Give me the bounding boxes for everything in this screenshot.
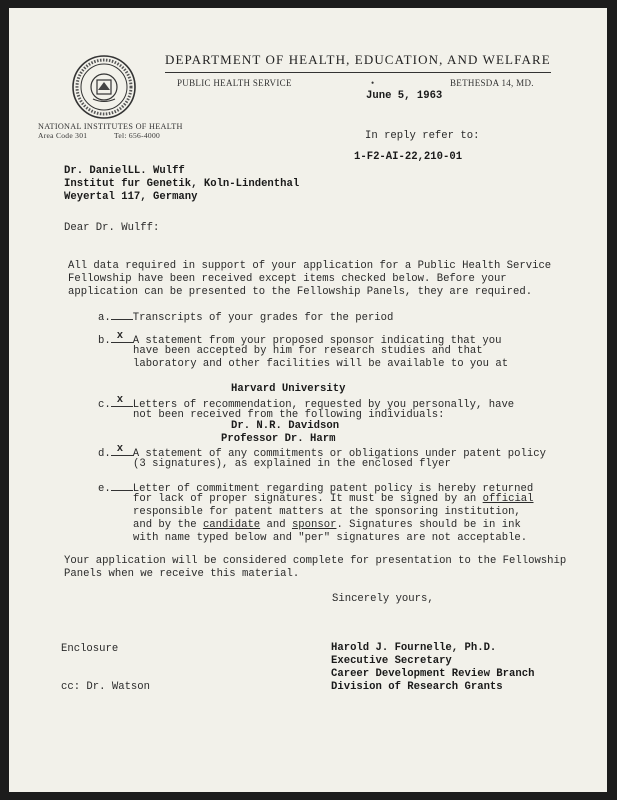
item-d-checkbox — [111, 445, 133, 456]
signer-name: Harold J. Fournelle, Ph.D. — [331, 642, 497, 654]
item-e-text: with name typed below and "per" signatures are not acceptable. — [133, 532, 528, 544]
item-d-text: (3 signatures), as explained in the enclosed flyer — [133, 458, 451, 470]
institute-label: NATIONAL INSTITUTES OF HEALTH — [38, 122, 183, 131]
letterhead-bullet: • — [371, 78, 375, 88]
referee-name: Dr. N.R. Davidson — [231, 420, 340, 432]
item-e-text: Letter of commitment regarding patent policy is hereby returned — [132, 483, 534, 495]
closing-paragraph: Panels when we receive this material. — [64, 568, 300, 580]
item-d-text: A statement of any commitments or obligations under patent policy — [132, 448, 546, 460]
item-b-checkbox — [111, 332, 133, 343]
item-a-checkbox — [111, 309, 133, 320]
check-mark: x — [116, 443, 124, 455]
item-e-letter: e. — [98, 483, 111, 495]
service-label: PUBLIC HEALTH SERVICE — [177, 78, 292, 88]
item-c-letter: c. — [98, 399, 111, 411]
item-b-letter: b. — [98, 335, 111, 347]
underlined-word: candidate — [202, 519, 261, 531]
referee-name: Professor Dr. Harm — [221, 433, 336, 445]
enclosure-note: Enclosure — [61, 643, 119, 655]
item-b-text: A statement from your proposed sponsor indicating that you — [132, 335, 502, 347]
letter-page — [9, 8, 607, 792]
underlined-word: sponsor — [291, 519, 337, 531]
signer-branch: Career Development Review Branch — [331, 668, 535, 680]
item-a-letter: a. — [98, 312, 111, 324]
intro-line: application can be presented to the Fellowship Panels, they are required. — [68, 286, 533, 298]
signer-division: Division of Research Grants — [331, 681, 503, 693]
signer-title: Executive Secretary — [331, 655, 452, 667]
item-e-text: and by the candidate and sponsor. Signatures should be in ink — [133, 519, 521, 531]
item-b-text: have been accepted by him for research studies and that — [133, 345, 483, 357]
item-c-text: Letters of recommendation, requested by you personally, have — [132, 399, 515, 411]
recipient-name: Dr. DanielLL. Wulff — [64, 165, 185, 177]
underlined-word: official — [482, 493, 534, 505]
item-e-text: responsible for patent matters at the sponsoring institution, — [133, 506, 521, 518]
reply-label: In reply refer to: — [365, 130, 480, 142]
item-a — [98, 309, 393, 325]
recipient-address: Weyertal 117, Germany — [64, 191, 198, 203]
item-a-text: Transcripts of your grades for the period — [132, 312, 394, 324]
letter-date: June 5, 1963 — [366, 90, 443, 102]
complimentary-close: Sincerely yours, — [332, 593, 434, 605]
item-e-checkbox — [111, 480, 133, 491]
check-mark: x — [116, 330, 124, 342]
check-mark: x — [116, 394, 124, 406]
salutation: Dear Dr. Wulff: — [64, 222, 160, 234]
area-code-label: Area Code 301 — [38, 131, 88, 140]
item-e-text: for lack of proper signatures. It must be signed by an official — [133, 493, 534, 505]
recipient-institute: Institut fur Genetik, Koln-Lindenthal — [64, 178, 300, 190]
hhs-seal-icon — [71, 54, 137, 120]
tel-label: Tel: 656-4000 — [114, 131, 161, 140]
department-heading: DEPARTMENT OF HEALTH, EDUCATION, AND WELFARE — [165, 52, 551, 67]
item-c-checkbox — [111, 396, 133, 407]
letterhead-rule — [165, 72, 551, 73]
reply-reference: 1-F2-AI-22,210-01 — [354, 151, 463, 163]
cc-note: cc: Dr. Watson — [61, 681, 151, 693]
city-label: BETHESDA 14, MD. — [450, 78, 534, 88]
item-c-text: not been received from the following individuals: — [133, 409, 445, 421]
item-d-letter: d. — [98, 448, 111, 460]
sponsor-institution: Harvard University — [231, 383, 346, 395]
intro-line: All data required in support of your application for a Public Health Service — [68, 260, 552, 272]
intro-line: Fellowship have been received except items checked below. Before your — [68, 273, 507, 285]
item-b-text: laboratory and other facilities will be available to you at — [133, 358, 509, 370]
closing-paragraph: Your application will be considered complete for presentation to the Fellowship — [64, 555, 567, 567]
